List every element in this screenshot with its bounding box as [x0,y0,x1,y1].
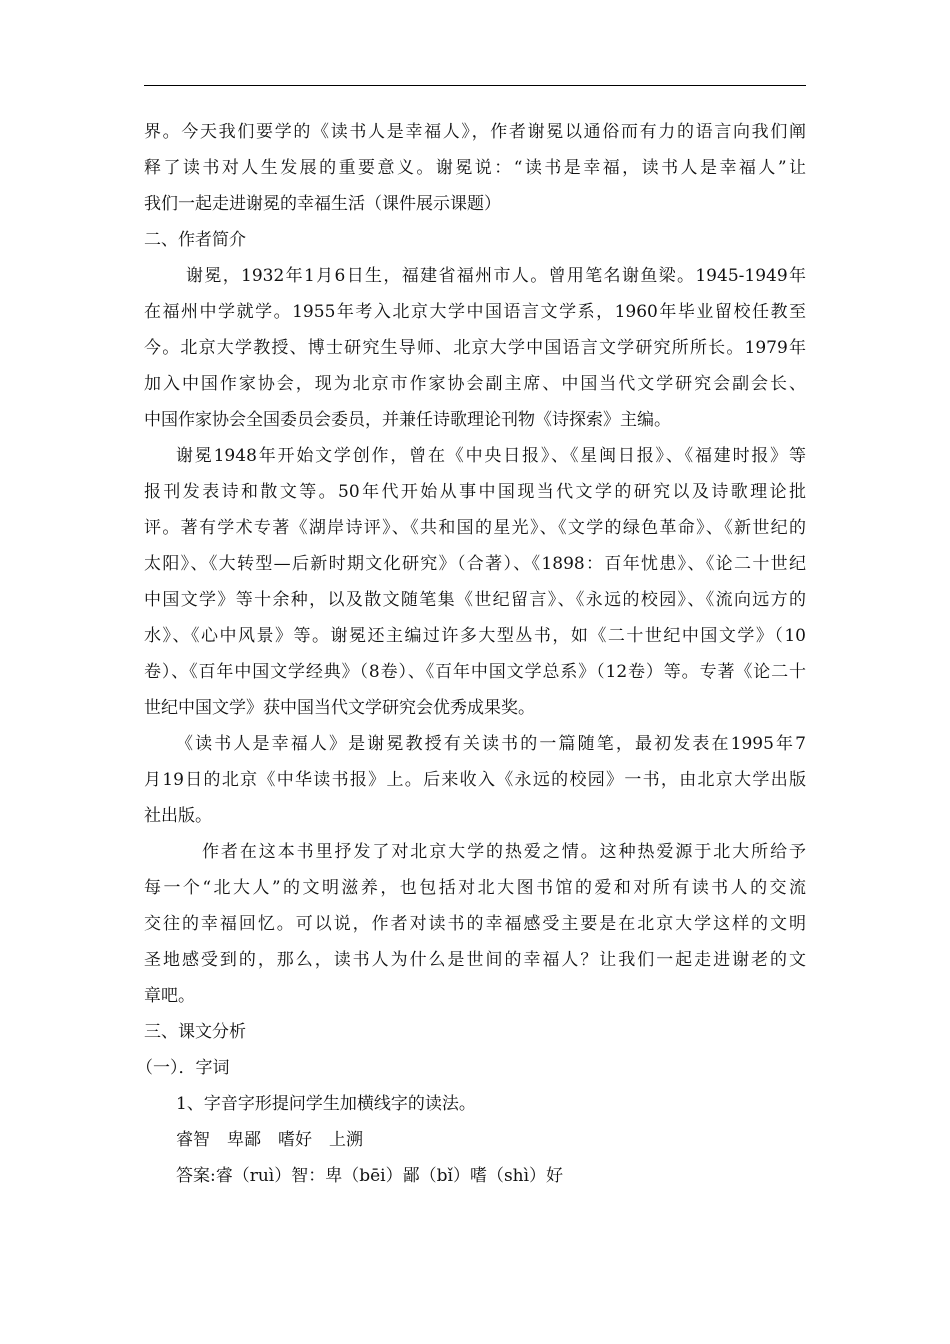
text-line: 交往的幸福回忆。可以说，作者对读书的幸福感受主要是在北京大学这样的文明 [144,914,806,934]
text-line: 谢冕，1932年1月6日生，福建省福州市人。曾用笔名谢鱼梁。1945-1949年 [186,266,806,286]
text-line: 每一个“北大人”的文明滋养，也包括对北大图书馆的爱和对所有读书人的交流 [144,878,806,898]
text-line: 月19日的北京《中华读书报》上。后来收入《永远的校园》一书，由北京大学出版 [144,770,806,790]
text-line: 世纪中国文学》获中国当代文学研究会优秀成果奖。 [144,698,535,718]
header-rule [144,85,806,86]
text-line: （一）．字词 [136,1058,230,1078]
text-line: 我们一起走进谢冕的幸福生活（课件展示课题） [144,194,501,214]
text-line: 社出版。 [144,806,212,826]
document-body [136,114,806,1194]
text-line: 评。著有学术专著《湖岸诗评》、《共和国的星光》、《文学的绿色革命》、《新世纪的 [144,518,806,538]
text-line: 报刊发表诗和散文等。50年代开始从事中国现当代文学的研究以及诗歌理论批 [144,482,806,502]
text-line: 界。今天我们要学的《读书人是幸福人》，作者谢冕以通俗而有力的语言向我们阐 [144,122,806,142]
text-line: 今。北京大学教授、博士研究生导师、北京大学中国语言文学研究所所长。1979年 [144,338,806,358]
text-line: 释了读书对人生发展的重要意义。谢冕说：“读书是幸福，读书人是幸福人”让 [144,158,806,178]
text-line: 中国作家协会全国委员会委员，并兼任诗歌理论刊物《诗探索》主编。 [144,410,671,430]
text-line: 加入中国作家协会，现为北京市作家协会副主席、中国当代文学研究会副会长、 [144,374,806,394]
text-line: 在福州中学就学。1955年考入北京大学中国语言文学系，1960年毕业留校任教至 [144,302,806,322]
text-line: 《读书人是幸福人》是谢冕教授有关读书的一篇随笔，最初发表在1995年7 [176,734,806,754]
text-line: 水》、《心中风景》等。谢冕还主编过许多大型丛书，如《二十世纪中国文学》（10 [144,626,806,646]
text-line: 1、字音字形提问学生加横线字的读法。 [176,1094,476,1114]
text-line: 谢冕1948年开始文学创作，曾在《中央日报》、《星闽日报》、《福建时报》等 [176,446,806,466]
text-line: 章吧。 [144,986,195,1006]
text-line: 睿智 卑鄙 嗜好 上溯 [176,1130,363,1150]
text-line: 三、课文分析 [144,1022,246,1042]
text-line: 作者在这本书里抒发了对北京大学的热爱之情。这种热爱源于北大所给予 [202,842,806,862]
text-line: 圣地感受到的，那么，读书人为什么是世间的幸福人？让我们一起走进谢老的文 [144,950,806,970]
text-line: 太阳》、《大转型—后新时期文化研究》（合著）、《1898：百年忧患》、《论二十世纪 [144,554,806,574]
text-line: 二、作者简介 [144,230,246,250]
text-line: 卷）、《百年中国文学经典》（8卷）、《百年中国文学总系》（12卷）等。专著《论二十 [144,662,806,682]
text-line: 中国文学》等十余种，以及散文随笔集《世纪留言》、《永远的校园》、《流向远方的 [144,590,806,610]
text-line: 答案:睿（ruì）智：卑（bēi）鄙（bǐ）嗜（shì）好 [176,1166,564,1186]
